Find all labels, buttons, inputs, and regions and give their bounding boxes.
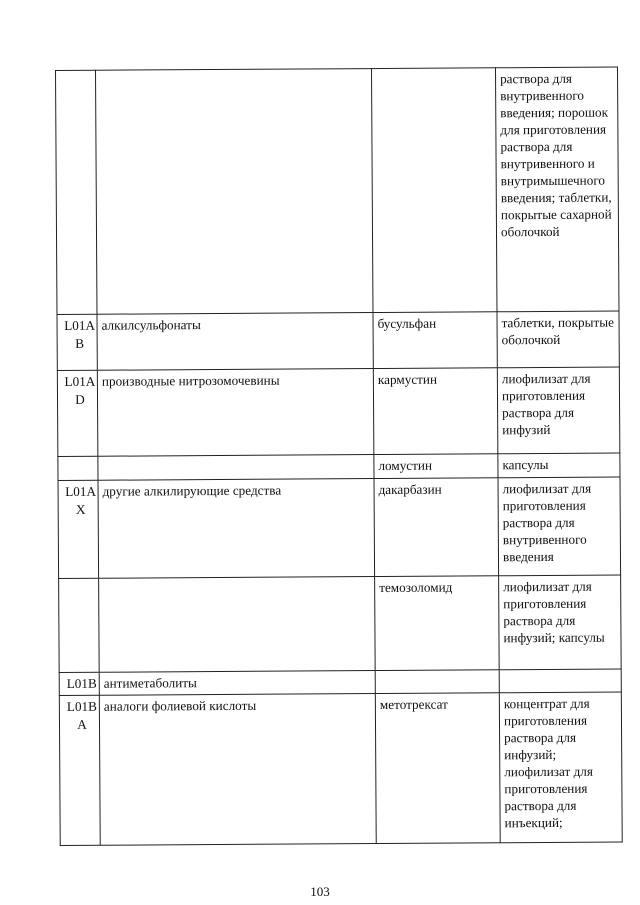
group-cell bbox=[98, 455, 374, 481]
group-cell bbox=[99, 577, 376, 673]
table-row bbox=[59, 575, 622, 672]
table-row bbox=[58, 453, 620, 480]
dosage-form-cell: концентрат для приготовления раствора для инфузий; лиофилизат для приготовления раствора для инъекций; bbox=[499, 692, 622, 843]
table-row bbox=[56, 67, 619, 314]
table-row bbox=[57, 367, 620, 456]
dosage-form-cell: лиофилизат для приготовления раствора для инфузий bbox=[497, 367, 620, 454]
group-cell: производные нитрозомочевины bbox=[97, 369, 374, 457]
drug-cell: темозоломид bbox=[375, 576, 500, 671]
atc-code-cell: L01AX bbox=[58, 480, 99, 578]
table-row bbox=[59, 692, 622, 845]
atc-code-cell: L01B bbox=[59, 672, 99, 695]
drug-cell: бусульфан bbox=[373, 312, 497, 369]
table-row bbox=[59, 669, 621, 695]
medications-table bbox=[55, 67, 623, 846]
drug-cell: дакарбазин bbox=[374, 478, 499, 577]
group-cell: аналоги фолиевой кислоты bbox=[99, 694, 376, 846]
group-cell: алкилсульфонаты bbox=[97, 313, 373, 371]
drug-cell: кармустин bbox=[373, 368, 498, 455]
atc-code-cell: L01BA bbox=[59, 695, 100, 845]
dosage-form-cell: лиофилизат для приготовления раствора для инфузий; капсулы bbox=[499, 575, 622, 670]
page-number: 103 bbox=[310, 884, 330, 899]
drug-cell: ломустин bbox=[374, 454, 498, 479]
table-row bbox=[57, 311, 619, 370]
dosage-form-cell bbox=[499, 669, 621, 693]
dosage-form-cell: раствора для внутривенного введения; порошок для приготовления раствора для внутривенного и внутримышечного введения; таблетки, покрытые сахарной оболочкой bbox=[495, 67, 618, 312]
dosage-form-cell: лиофилизат для приготовления раствора для внутривенного введения bbox=[498, 477, 621, 576]
atc-code-cell: L01AD bbox=[57, 370, 98, 456]
dosage-form-cell: таблетки, покрытые оболочкой bbox=[497, 311, 619, 368]
group-cell bbox=[96, 69, 373, 315]
drug-cell bbox=[375, 670, 499, 694]
atc-code-cell bbox=[59, 578, 100, 672]
atc-code-cell bbox=[58, 456, 98, 480]
drug-cell bbox=[371, 68, 496, 313]
dosage-form-cell: капсулы bbox=[498, 453, 620, 478]
atc-code-cell bbox=[56, 70, 97, 314]
group-cell: антиметаболиты bbox=[99, 671, 375, 696]
atc-code-cell: L01AB bbox=[57, 314, 97, 370]
group-cell: другие алкилирующие средства bbox=[98, 479, 375, 579]
drug-cell: метотрексат bbox=[375, 693, 500, 844]
table-row bbox=[58, 477, 621, 578]
